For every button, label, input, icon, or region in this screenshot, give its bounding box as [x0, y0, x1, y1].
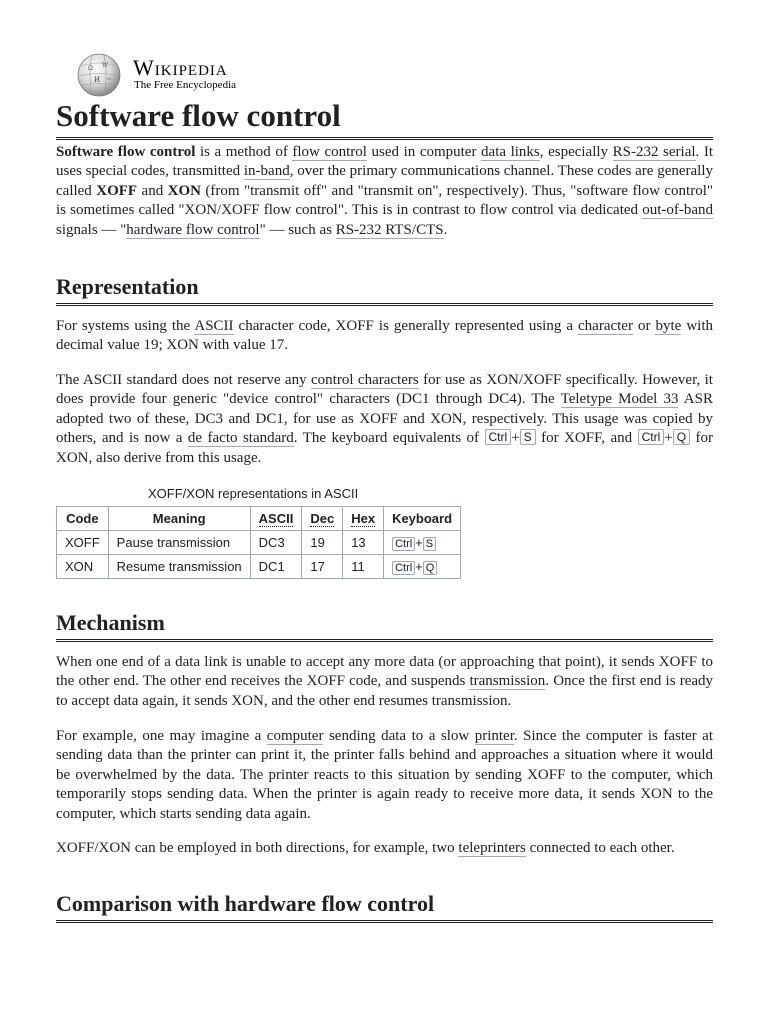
text: for XON, also derive from this usage. — [56, 430, 714, 466]
kbd-s: S — [520, 429, 536, 445]
link-transmission[interactable]: transmission — [469, 673, 546, 690]
mechanism-paragraph-3 — [56, 839, 713, 858]
text: . The keyboard equivalents of — [293, 430, 485, 447]
text: with decimal value 19; XON with value 17. — [56, 318, 713, 354]
abbr-ascii: ASCII — [258, 511, 294, 526]
text: and — [137, 182, 168, 199]
cell-dec: 19 — [302, 531, 343, 555]
puzzle-globe-icon — [74, 52, 124, 98]
term-xon: XON — [167, 182, 201, 199]
text: ASR adopted two of these, DC3 and DC1, for use as XOFF and XON, respectively. This usage was copied by others, and is now a — [56, 391, 713, 447]
text: is a method of — [195, 144, 293, 160]
cell-hex: 13 — [343, 531, 384, 555]
cell-dec: 17 — [302, 555, 343, 579]
representation-paragraph-2 — [56, 371, 713, 468]
header-code: Code — [57, 507, 109, 531]
link-byte[interactable]: byte — [655, 318, 682, 334]
mechanism-paragraph-1 — [56, 653, 713, 711]
text: connected to each other. — [525, 840, 675, 856]
kbd-key: S — [423, 537, 436, 551]
text: . — [443, 221, 448, 238]
link-rs232-rts-cts[interactable]: RS-232 RTS/CTS — [335, 221, 444, 238]
link-printer[interactable]: printer — [474, 728, 514, 744]
intro-bold-term: Software flow control — [56, 144, 196, 160]
cell-keyboard — [384, 531, 461, 555]
wikipedia-logo[interactable] — [74, 52, 314, 98]
link-de-facto-standard[interactable]: de facto standard — [187, 430, 294, 447]
svg-text:W: W — [102, 62, 109, 69]
text: sending data to a slow — [323, 728, 475, 744]
cell-hex: 11 — [343, 555, 384, 579]
link-teletype-model-33[interactable]: Teletype Model 33 — [560, 391, 679, 408]
link-control-characters[interactable]: control characters — [311, 372, 419, 388]
text: When one end of a data link is unable to accept any more data (or approaching that point), it sends XOFF to the other end. The other end receives the XOFF code, and suspends — [56, 654, 713, 690]
svg-text:Ω: Ω — [88, 65, 93, 72]
link-flow-control[interactable]: flow control — [292, 144, 367, 160]
page-title: Software flow control — [56, 96, 713, 140]
text: signals — " — [56, 221, 127, 238]
cell-keyboard — [384, 555, 461, 579]
table-header-row — [57, 507, 461, 531]
link-hardware-flow-control[interactable]: hardware flow control — [126, 221, 260, 238]
kbd-plus: + — [415, 558, 423, 574]
text: For example, one may imagine a — [56, 728, 267, 744]
text: , over the primary communications channel. These codes are generally called — [56, 163, 714, 199]
text: . Once the first end is ready to accept data again, it sends XON, and the other end resumes transmission. — [56, 673, 714, 709]
kbd-plus: + — [664, 430, 673, 447]
tagline: The Free Encyclopedia — [134, 79, 237, 91]
kbd-ctrl: Ctrl — [485, 429, 512, 445]
cell-ascii: DC1 — [250, 555, 302, 579]
text: For systems using the — [56, 318, 195, 334]
kbd-key: Q — [423, 561, 438, 575]
table-caption: XOFF/XON representations in ASCII — [148, 486, 359, 501]
text: , especially — [539, 144, 613, 160]
cell-ascii: DC3 — [250, 531, 302, 555]
wordmark: Wikipedia — [133, 55, 228, 80]
text: " — such as — [259, 221, 336, 238]
header-hex — [343, 507, 384, 531]
link-out-of-band[interactable]: out-of-band — [642, 202, 713, 219]
text: . Since the computer is faster at sending data than the printer can print it, the printer falls behind and approaches a situation where it would be overwhelmed by the data. The printer reacts to this situation by sending XOFF to the computer, which temporarily stops sending data. When the printer is again ready to receive more data, it sends XON to the computer, which starts sending data again. — [56, 728, 714, 822]
svg-text:И: И — [94, 76, 101, 84]
text: (from "transmit off" and "transmit on", respectively). Thus, "software flow control" is sometimes called "XON/XOFF flow control". This is in contrast to flow control via dedicated — [56, 182, 714, 219]
table-row — [57, 531, 461, 555]
text: for use as XON/XOFF specifically. However, it does provide four generic "device control" characters (DC1 through DC4). The — [56, 372, 713, 408]
svg-text:ω: ω — [107, 76, 112, 82]
link-ascii[interactable]: ASCII — [194, 318, 234, 334]
heading-comparison: Comparison with hardware flow control — [56, 889, 713, 923]
kbd-ctrl: Ctrl — [392, 537, 415, 551]
abbr-dec: Dec — [310, 511, 335, 526]
kbd-plus: + — [511, 430, 520, 447]
link-teleprinters[interactable]: teleprinters — [458, 840, 526, 856]
text: . It uses special codes, transmitted — [56, 144, 714, 180]
mechanism-paragraph-2 — [56, 727, 713, 824]
kbd-plus: + — [415, 534, 423, 550]
table-row — [57, 555, 461, 579]
text: for XOFF, and — [535, 430, 638, 447]
text: XOFF/XON can be employed in both directions, for example, two — [56, 840, 459, 856]
link-computer[interactable]: computer — [266, 728, 324, 744]
text: character code, XOFF is generally represented using a — [233, 318, 579, 334]
kbd-q: Q — [673, 429, 690, 445]
abbr-hex: Hex — [351, 511, 376, 526]
link-in-band[interactable]: in-band — [243, 163, 290, 180]
text: The ASCII standard does not reserve any — [56, 372, 312, 388]
cell-meaning: Resume transmission — [108, 555, 250, 579]
cell-code: XON — [57, 555, 109, 579]
link-rs232-serial[interactable]: RS-232 serial — [612, 144, 696, 160]
text: or — [632, 318, 656, 334]
representation-paragraph-1 — [56, 317, 713, 356]
header-dec — [302, 507, 343, 531]
header-meaning: Meaning — [108, 507, 250, 531]
kbd-ctrl: Ctrl — [638, 429, 665, 445]
header-keyboard: Keyboard — [384, 507, 461, 531]
term-xoff: XOFF — [96, 182, 138, 199]
xon-xoff-table — [56, 506, 461, 579]
cell-meaning: Pause transmission — [108, 531, 250, 555]
cell-code: XOFF — [57, 531, 109, 555]
link-character[interactable]: character — [578, 318, 633, 334]
heading-representation: Representation — [56, 272, 713, 306]
intro-paragraph — [56, 143, 713, 240]
heading-mechanism: Mechanism — [56, 608, 713, 642]
header-ascii — [250, 507, 302, 531]
link-data-links[interactable]: data links — [481, 144, 540, 160]
kbd-ctrl: Ctrl — [392, 561, 415, 575]
text: used in computer — [366, 144, 482, 160]
